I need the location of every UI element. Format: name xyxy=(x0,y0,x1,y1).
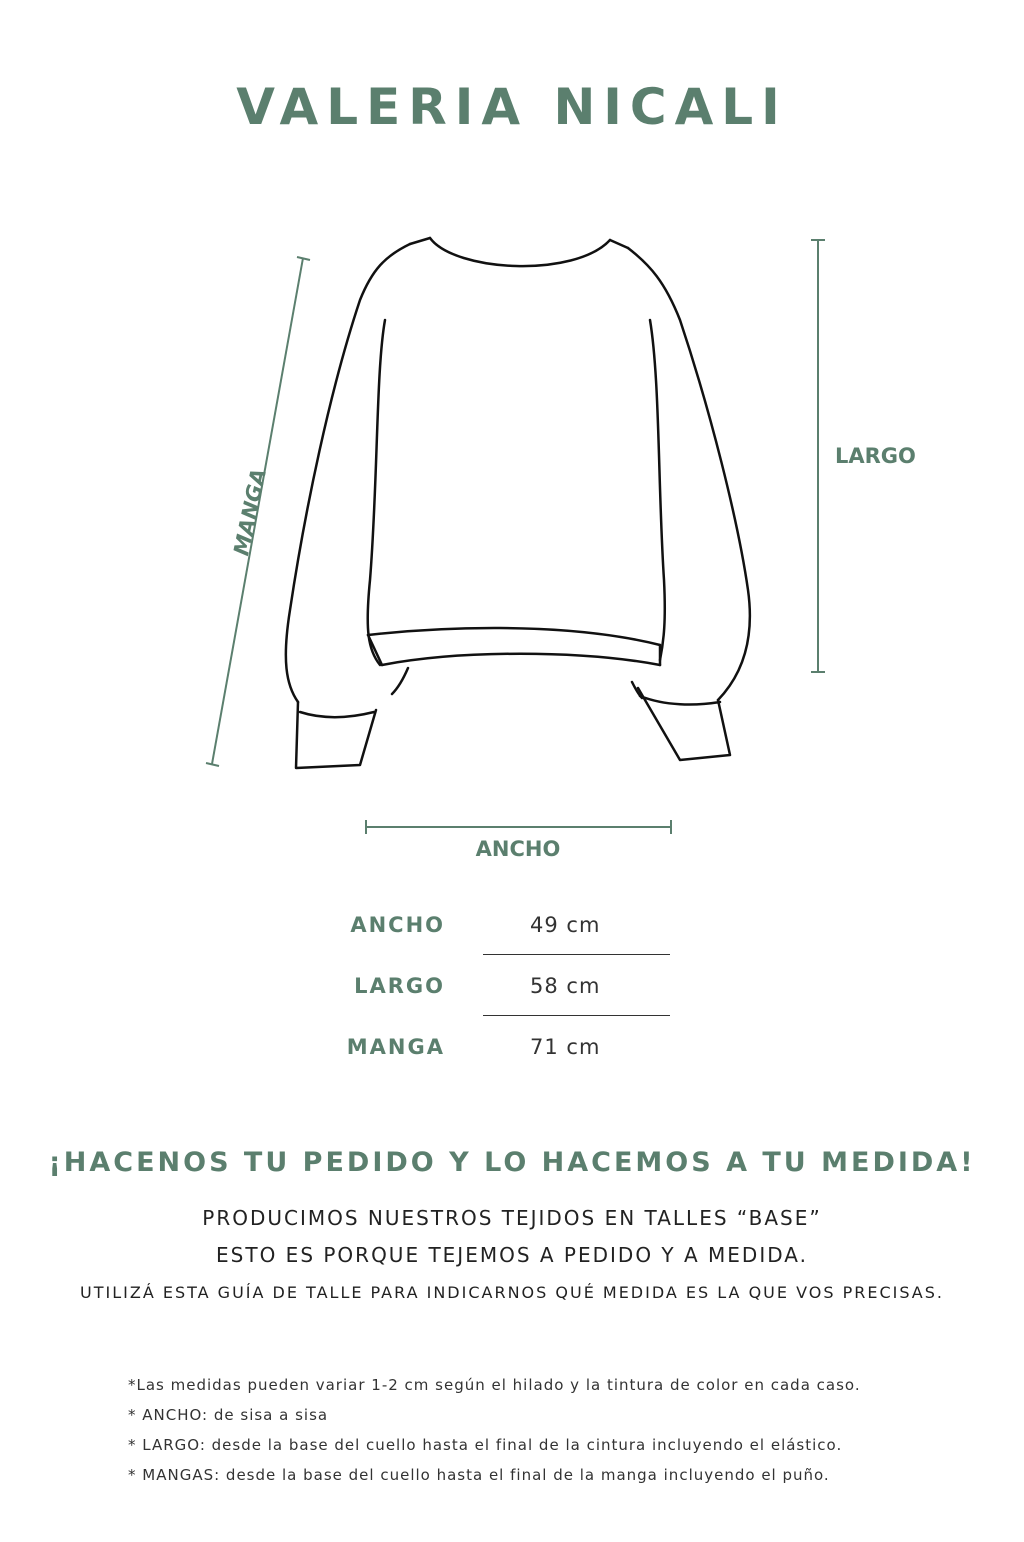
body-line-1: PRODUCIMOS NUESTROS TEJIDOS EN TALLES “BASE” xyxy=(202,1206,822,1230)
note-item: * ANCHO: de sisa a sisa xyxy=(128,1406,329,1424)
measurement-value: 49 cm xyxy=(530,913,601,937)
row-divider xyxy=(483,954,670,955)
manga-dimension-label: MANGA xyxy=(229,466,272,558)
right-sleeve-outer xyxy=(628,248,750,700)
note-item: * MANGAS: desde la base del cuello hasta el final de la manga incluyendo el puño. xyxy=(128,1466,830,1484)
left-cuff xyxy=(296,702,376,768)
notes-list xyxy=(128,1374,948,1494)
sweater-diagram xyxy=(0,220,1024,880)
measurement-label: MANGA xyxy=(346,1035,445,1059)
body-line-3: UTILIZÁ ESTA GUÍA DE TALLE PARA INDICARNOS QUÉ MEDIDA ES LA QUE VOS PRECISAS. xyxy=(80,1283,944,1302)
neckline xyxy=(430,238,610,266)
largo-dimension-label: LARGO xyxy=(835,444,916,468)
measurement-row-largo xyxy=(340,966,680,1027)
right-cuff xyxy=(638,688,730,760)
body-under xyxy=(392,668,642,698)
body-hem-bottom xyxy=(382,654,660,665)
ancho-dimension-label: ANCHO xyxy=(475,837,561,861)
measurement-value: 58 cm xyxy=(530,974,601,998)
measurement-label: LARGO xyxy=(354,974,445,998)
measurement-row-manga xyxy=(340,1027,680,1088)
note-item: *Las medidas pueden variar 1-2 cm según el hilado y la tintura de color en cada caso. xyxy=(128,1376,861,1394)
neck-back xyxy=(410,238,628,248)
headline: ¡HACENOS TU PEDIDO Y LO HACEMOS A TU MEDIDA! xyxy=(48,1147,976,1178)
measurement-label: ANCHO xyxy=(350,913,445,937)
measurement-value: 71 cm xyxy=(530,1035,601,1059)
measurement-row-ancho xyxy=(340,905,680,966)
dimension-lines xyxy=(206,240,825,834)
sweater-outline xyxy=(286,238,750,768)
left-sleeve-inner xyxy=(368,320,385,665)
row-divider xyxy=(483,1015,670,1016)
right-sleeve-inner xyxy=(650,320,665,660)
body-line-2: ESTO ES PORQUE TEJEMOS A PEDIDO Y A MEDIDA. xyxy=(216,1243,808,1267)
measurements-table xyxy=(340,905,680,1088)
body-hem-top xyxy=(368,628,660,645)
note-item: * LARGO: desde la base del cuello hasta el final de la cintura incluyendo el elástico. xyxy=(128,1436,843,1454)
brand-title: VALERIA NICALI xyxy=(236,78,788,136)
